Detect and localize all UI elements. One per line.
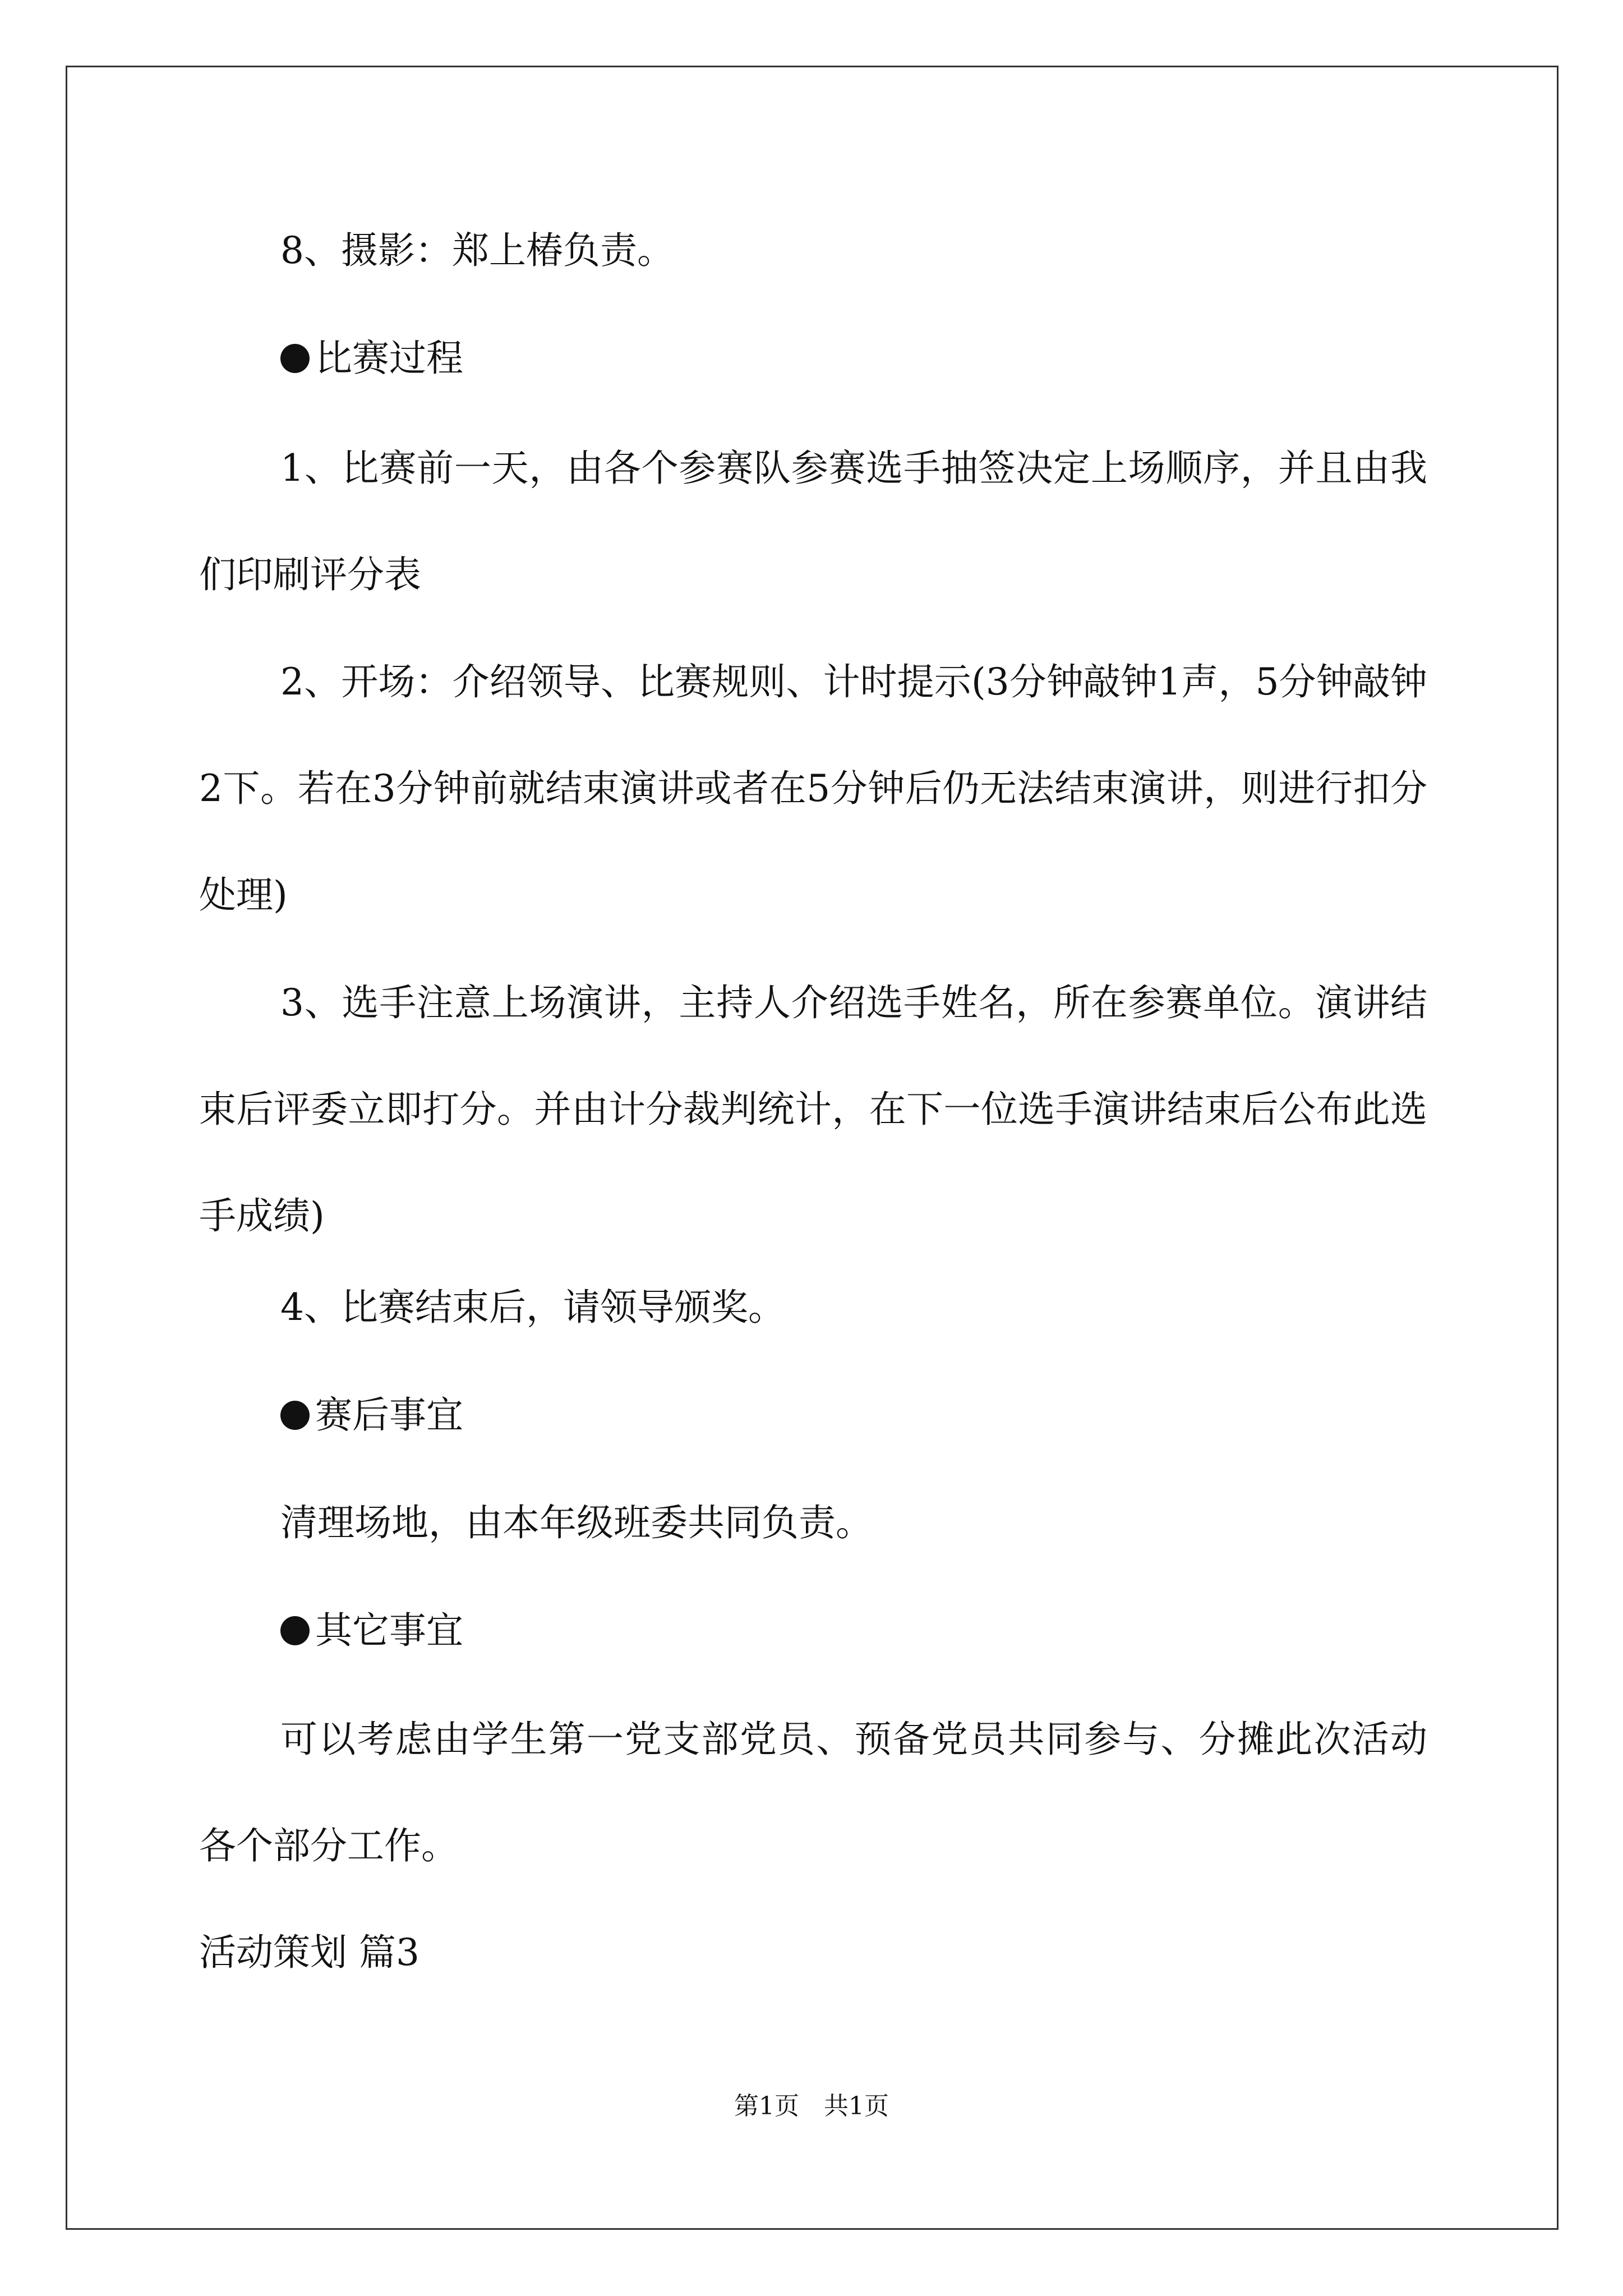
page-footer: 第1页 共1页 [734, 2092, 889, 2120]
other-text: 可以考虑由学生第一党支部党员、预备党员共同参与、分摊此次活动各个部分工作。 [199, 1718, 1427, 1867]
section-heading-label: 比赛过程 [315, 337, 463, 380]
process-step-1: 1、比赛前一天，由各个参赛队参赛选手抽签决定上场顺序，并且由我们印刷评分表 [199, 447, 1427, 596]
section-heading-after [280, 1393, 463, 1437]
next-section-title: 活动策划 篇3 [199, 1931, 419, 1974]
bullet-icon [280, 344, 310, 373]
process-step-3: 3、选手注意上场演讲，主持人介绍选手姓名，所在参赛单位。演讲结束后评委立即打分。并由计分裁判统计，在下一位选手演讲结束后公布此选手成绩) [199, 981, 1427, 1237]
process-step-2: 2、开场：介绍领导、比赛规则、计时提示(3分钟敲钟1声，5分钟敲钟2下。若在3分钟前就结束演讲或者在5分钟后仍无法结束演讲，则进行扣分处理) [199, 660, 1427, 917]
bullet-icon [280, 1616, 310, 1645]
bullet-icon [280, 1401, 310, 1430]
section-heading-other [280, 1609, 463, 1652]
after-text: 清理场地，由本年级班委共同负责。 [280, 1501, 873, 1544]
section-heading-label: 赛后事宜 [315, 1393, 463, 1437]
process-step-4: 4、比赛结束后，请领导颁奖。 [280, 1286, 785, 1329]
item-8-text: 8、摄影：郑上椿负责。 [280, 229, 674, 272]
section-heading-label: 其它事宜 [315, 1609, 463, 1652]
section-heading-process [280, 337, 463, 380]
